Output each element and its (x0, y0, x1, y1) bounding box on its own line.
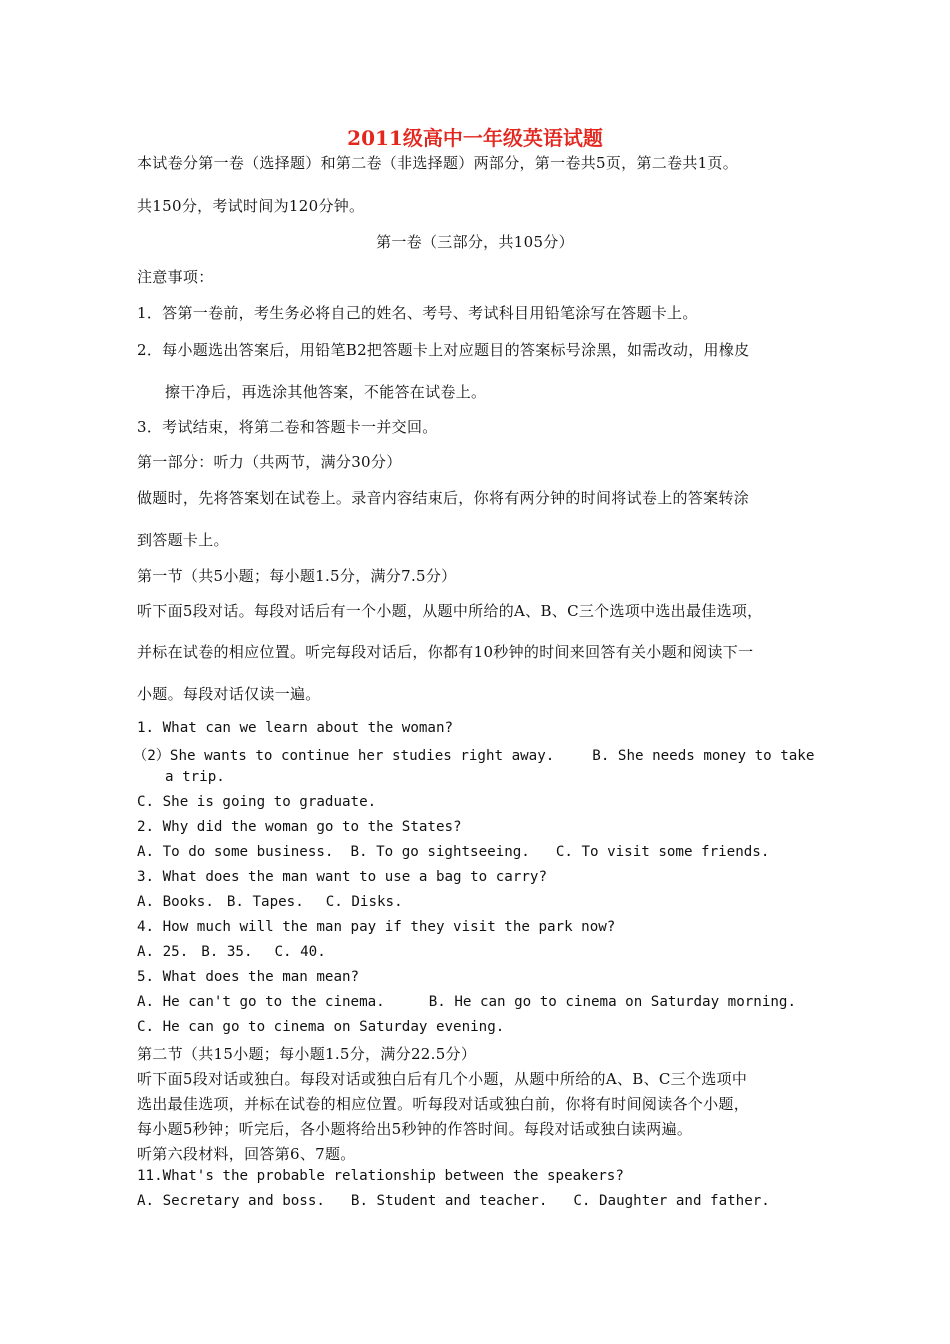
notes-item-1: 1．答第一卷前，考生务必将自己的姓名、考号、考试科目用铅笔涂写在答题卡上。 (137, 304, 698, 322)
question-3: 3. What does the man want to use a bag to carry? (137, 869, 547, 885)
question-5-options (137, 994, 796, 1010)
exam-title: 2011级高中一年级英语试题 (347, 126, 603, 150)
question-2-option-b: B. To go sightseeing. (350, 844, 530, 860)
section1-instructions-line-2: 并标在试卷的相应位置。听完每段对话后，你都有10秒钟的时间来回答有关小题和阅读下一 (137, 643, 754, 661)
question-1-option-b-continued: a trip. (165, 769, 225, 785)
question-11-option-c: C. Daughter and father. (573, 1193, 770, 1209)
question-4-options (137, 944, 326, 960)
question-4-option-a: A. 25. (137, 944, 189, 960)
question-11-options (137, 1193, 770, 1209)
question-2-options (137, 844, 769, 860)
question-11-option-a: A. Secretary and boss. (137, 1193, 325, 1209)
intro-line-1: 本试卷分第一卷（选择题）和第二卷（非选择题）两部分，第一卷共5页，第二卷共1页。 (137, 154, 739, 172)
part1-heading: 第一部分：听力（共两节，满分30分） (137, 453, 402, 471)
intro-line-2: 共150分，考试时间为120分钟。 (137, 197, 365, 215)
question-3-options (137, 894, 403, 910)
question-3-option-c: C. Disks. (325, 894, 403, 910)
question-1: 1. What can we learn about the woman? (137, 720, 454, 736)
question-1-option-c: C. She is going to graduate. (137, 794, 377, 810)
question-5: 5. What does the man mean? (137, 969, 360, 985)
question-1-option-b-text: B. She needs money to take (592, 748, 815, 764)
volume1-heading: 第一卷（三部分，共105分） (376, 233, 574, 251)
notes-item-3: 3．考试结束，将第二卷和答题卡一并交回。 (137, 418, 438, 436)
material-6-heading: 听第六段材料，回答第6、7题。 (137, 1145, 356, 1163)
question-2-option-c: C. To visit some friends. (555, 844, 770, 860)
question-11-option-b: B. Student and teacher. (350, 1193, 548, 1209)
part1-instructions-line-2: 到答题卡上。 (137, 531, 229, 549)
question-4-option-c: C. 40. (274, 944, 326, 960)
question-5-option-b: B. He can go to cinema on Saturday morning. (428, 994, 797, 1010)
question-11: 11.What's the probable relationship between the speakers? (137, 1168, 624, 1184)
question-2: 2. Why did the woman go to the States? (137, 819, 462, 835)
question-5-option-a: A. He can't go to the cinema. (137, 994, 385, 1010)
part1-instructions-line-1: 做题时，先将答案划在试卷上。录音内容结束后，你将有两分钟的时间将试卷上的答案转涂 (137, 489, 750, 507)
question-4-option-b: B. 35. (201, 944, 253, 960)
question-3-option-b: B. Tapes. (226, 894, 304, 910)
question-4: 4. How much will the man pay if they visit the park now? (137, 919, 616, 935)
question-3-option-a: A. Books. (137, 894, 214, 910)
section2-heading: 第二节（共15小题；每小题1.5分，满分22.5分） (137, 1045, 477, 1063)
section1-instructions-line-3: 小题。每段对话仅读一遍。 (137, 685, 321, 703)
notes-item-2-line-2: 擦干净后，再选涂其他答案，不能答在试卷上。 (165, 383, 487, 401)
section2-instructions-line-2: 选出最佳选项，并标在试卷的相应位置。听每段对话或独白前，你将有时间阅读各个小题， (137, 1095, 750, 1113)
notes-item-2-line-1: 2．每小题选出答案后，用铅笔B2把答题卡上对应题目的答案标号涂黑，如需改动，用橡皮 (137, 341, 750, 359)
section1-instructions-line-1: 听下面5段对话。每段对话后有一个小题，从题中所给的A、B、C三个选项中选出最佳选项， (137, 602, 763, 620)
section1-heading: 第一节（共5小题；每小题1.5分，满分7.5分） (137, 567, 457, 585)
notes-heading: 注意事项： (137, 268, 214, 286)
question-1-option-a (133, 745, 814, 765)
section2-instructions-line-3: 每小题5秒钟；听完后，各小题将给出5秒钟的作答时间。每段对话或独白读两遍。 (137, 1120, 693, 1138)
question-1-option-a-text: （2）She wants to continue her studies right away. (133, 748, 555, 764)
section2-instructions-line-1: 听下面5段对话或独白。每段对话或独白后有几个小题，从题中所给的A、B、C三个选项中 (137, 1070, 748, 1088)
question-2-option-a: A. To do some business. (137, 844, 334, 860)
question-5-option-c: C. He can go to cinema on Saturday evening. (137, 1019, 505, 1035)
